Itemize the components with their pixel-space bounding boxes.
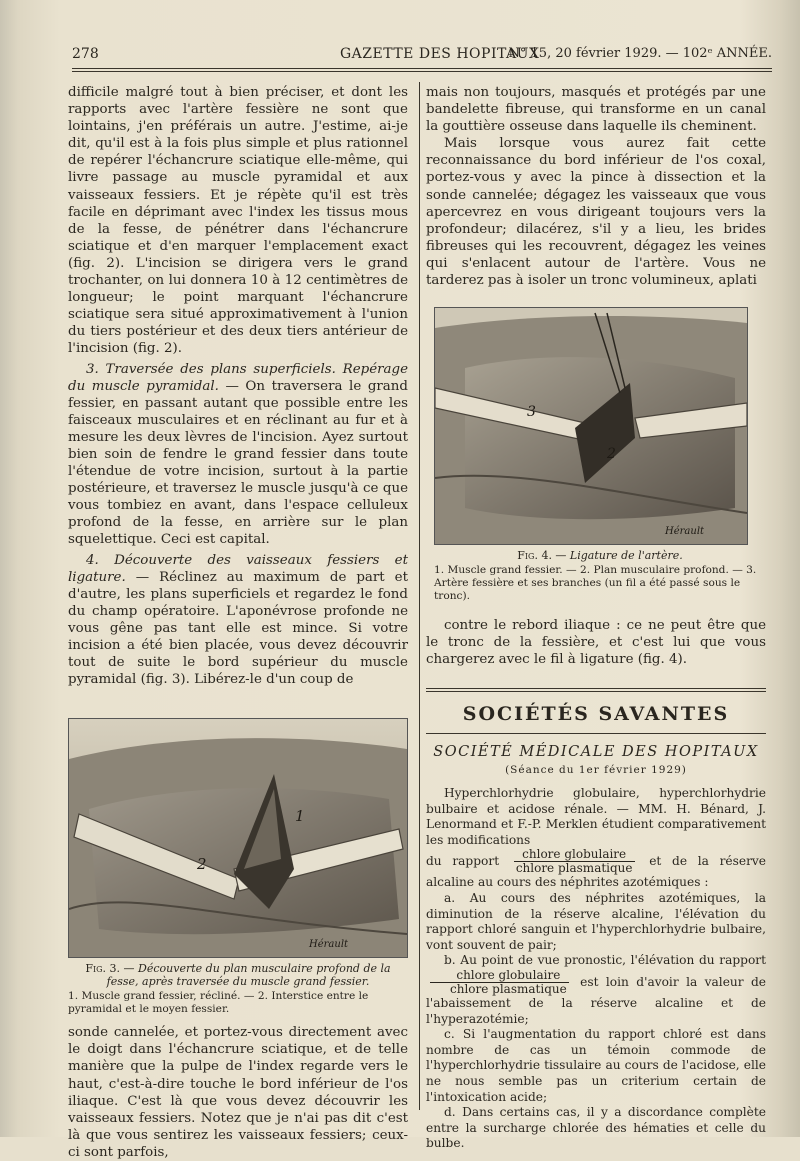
- item-d: d. Dans certains cas, il y a discordance complète entre la surcharge chlorée des hématies et celle du bulbe.: [426, 1105, 766, 1151]
- figure-4: [434, 307, 766, 603]
- fraction-denominator: chlore plasmatique: [450, 981, 567, 996]
- item-b-suffix: est loin d'avoir la valeur de l'abaissement de la réserve alcaline et de l'hyperazotémie;: [426, 974, 767, 1026]
- paragraph: mais non toujours, masqués et protégés par une bandelette fibreuse, qui transforme en un canal la gouttière osseuse dans laquelle ils cheminent.: [426, 85, 766, 135]
- society-report: [426, 786, 766, 1152]
- figure-3-label-1: 1: [295, 807, 305, 826]
- figure-4-caption: [434, 549, 766, 562]
- section-rule: [426, 733, 766, 734]
- item-c: c. Si l'augmentation du rapport chloré est dans nombre de cas un témoin commode de l'hyperchlorhydrie tissulaire au cours de l'acidose, elle ne nous semble pas un criterium certain de l'intoxication acide;: [426, 1027, 766, 1104]
- item-b-prefix: b. Au point de vue pronostic, l'élévation du rapport: [444, 953, 766, 968]
- ratio-prefix: du rapport: [426, 854, 500, 869]
- paragraph: Mais lorsque vous aurez fait cette reconnaissance du bord inférieur de l'os coxal, portez-vous y avec la pince à dissection et la sonde cannelée; dégagez les vaisseaux que vous apercevrez en vous dirigeant toujours vers la profondeur; dilacérez, s'il y a lieu, les brides fibreuses qui les recouvrent, dégagez les veines qui s'enlacent autour de l'artère. Vous ne tarderez pas à isoler un tronc volumineux, aplati: [426, 136, 766, 289]
- figure-4-caption-text: — Ligature de l'artère.: [551, 549, 683, 563]
- header-rule-bottom: [72, 71, 772, 72]
- column-divider: [419, 82, 420, 1110]
- left-column: [68, 84, 408, 1161]
- figure-3-signature: Hérault: [309, 939, 349, 951]
- figure-3-legend: 1. Muscle grand fessier, récliné. — 2. Interstice entre le pyramidal et le moyen fessier.: [68, 990, 369, 1016]
- figure-3-caption-label: Fig. 3.: [85, 962, 121, 976]
- section-4: [68, 552, 408, 689]
- fraction-numerator: chlore globulaire: [430, 969, 569, 983]
- societes-savantes-section: [426, 693, 766, 1152]
- session-date: (Séance du 1er février 1929): [505, 764, 687, 776]
- section-4-title: 4. Découverte des vaisseaux fessiers et ligature.: [68, 552, 408, 585]
- page-number: 278: [72, 46, 99, 62]
- societes-title: SOCIÉTÉS SAVANTES: [462, 703, 730, 725]
- figure-4-signature: Hérault: [665, 526, 705, 538]
- section-4-body: — Réclinez au maximum de part et d'autre, les plans superficiels et regardez le fond du champ opératoire. L'aponévrose profonde ne vous gêne pas tant elle est mince. Si votre incision a été bien placée, vous devez découvrir tout de suite le bord supérieur du muscle pyramidal (fig. 3). Libérez-le d'un coup de: [68, 569, 408, 688]
- fraction-denominator: chlore plasmatique: [515, 861, 633, 876]
- item-a: a. Au cours des néphrites azotémiques, la diminution de la réserve alcaline, l'élévation du rapport chloré sanguin et l'hyperchlorhydrie bulbaire, vont souvent de pair;: [426, 890, 766, 952]
- section-3-body: — On traversera le grand fessier, en passant autant que possible entre les faisceaux musculaires et en réclinant au fur et à mesure les deux lèvres de l'incision. Ayez surtout bien soin de fendre le grand fessier dans toute l'étendue de votre incision, surtout à la partie postérieure, et traversez le muscle jusqu'à ce que vous tombiez en avant, dans l'espace celluleux profond de la fesse, en arrière sur le plan squelettique. Ceci est capital.: [68, 378, 408, 548]
- section-rule-top-2: [426, 691, 766, 692]
- figure-3-illustration: [68, 718, 408, 958]
- figure-4-legend: 1. Muscle grand fessier. — 2. Plan musculaire profond. — 3. Artère fessière et ses branches (un fil a été passé sous le tronc).: [434, 564, 757, 603]
- page-header: [72, 44, 772, 66]
- right-column: [426, 84, 766, 668]
- item-b: [426, 953, 766, 1027]
- figure-3-caption-text: — Découverte du plan musculaire profond de la fesse, après traversée du muscle grand fessier.: [106, 962, 391, 989]
- figure-4-caption-label: Fig. 4.: [517, 549, 552, 563]
- report-ratio: [426, 848, 766, 891]
- figure-3: [68, 718, 408, 1016]
- society-name: SOCIÉTÉ MÉDICALE DES HOPITAUX: [433, 744, 759, 760]
- paragraph: sonde cannelée, et portez-vous directement avec le doigt dans l'échancrure sciatique, et de telle manière que la pulpe de l'index regarde vers le haut, c'est-à-dire touche le bord inférieur de l'os iliaque. C'est là que vous devez découvrir les vaisseaux fessiers. Notez que je n'ai pas dit c'est là que vous sentirez les vaisseaux fessiers; ceux-ci sont parfois,: [68, 1025, 408, 1160]
- issue-info: N° 15, 20 février 1929. — 102ᵉ ANNÉE.: [508, 46, 772, 61]
- section-3-title: 3. Traversée des plans superficiels. Repérage du muscle pyramidal.: [68, 361, 408, 394]
- paragraph: contre le rebord iliaque : ce ne peut être que le tronc de la fessière, et c'est lui que vous chargerez avec le fil à ligature (fig. 4).: [426, 618, 766, 668]
- ratio-fraction: [514, 848, 635, 875]
- figure-4-label-3: 3: [527, 404, 536, 421]
- paragraph: difficile malgré tout à bien préciser, et dont les rapports avec l'artère fessière ne sont que lointains, j'en préférais un autre. J'estime, ai-je dit, qu'il est à la fois plus simple et plus rationnel de repérer l'échancrure sciatique elle-même, qui livre passage au muscle pyramidal et aux vaisseaux fessiers. Et je répète qu'il est très facile en déprimant avec l'index les tissus mous de la fesse, de pénétrer dans l'échancrure sciatique et d'en marquer l'emplacement exact (fig. 2). L'incision se dirigera vers le grand trochanter, on lui donnera 10 à 12 centimètres de longueur; le point marquant l'échancrure sciatique sera situé approximativement à l'union du tiers postérieur et des deux tiers antérieur de l'incision (fig. 2).: [68, 85, 408, 357]
- figure-3-label-2: 2: [197, 855, 207, 874]
- item-b-fraction: [430, 969, 569, 996]
- report-intro: Hyperchlorhydrie globulaire, hyperchlorhydrie bulbaire et acidose rénale. — MM. H. Bénard, J. Lenormand et F.-P. Merklen étudient comparativement les modifications: [426, 786, 766, 847]
- section-3: [68, 361, 408, 549]
- ratio-suffix: et de la réserve alcaline au cours des néphrites azotémiques :: [426, 854, 767, 890]
- fraction-numerator: chlore globulaire: [514, 848, 635, 862]
- header-rule-top: [72, 68, 772, 69]
- section-rule-top: [426, 688, 766, 689]
- figure-4-label-2: 2: [607, 446, 616, 463]
- figure-3-caption: [68, 962, 408, 988]
- journal-title: GAZETTE DES HOPITAUX: [340, 46, 540, 62]
- figure-4-illustration: [434, 307, 748, 545]
